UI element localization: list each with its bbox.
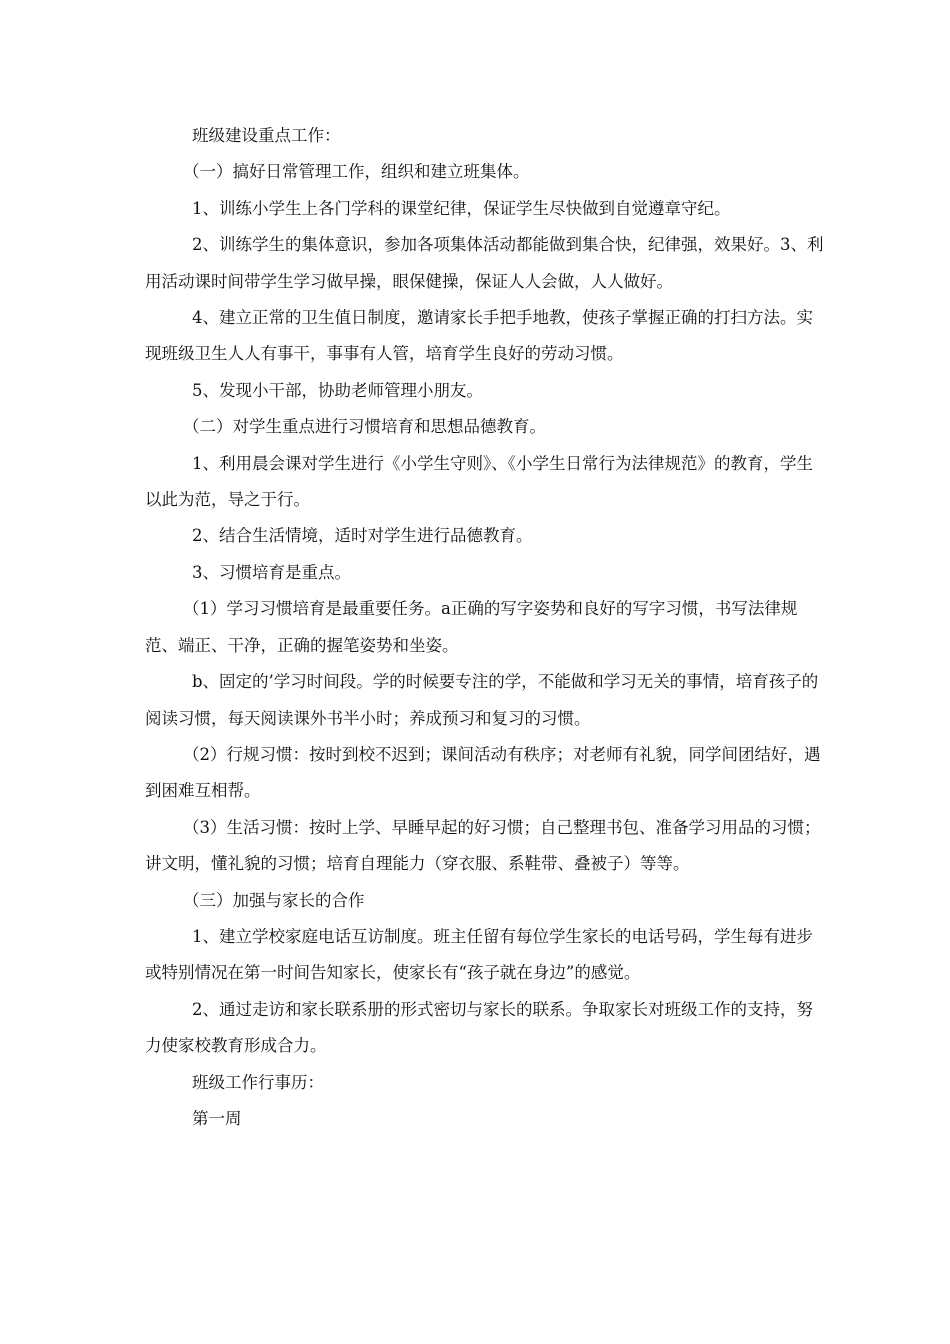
paragraph: （2）行规习惯：按时到校不迟到；课间活动有秩序；对老师有礼貌，同学间团结好，遇到困难互相帮。 bbox=[145, 744, 821, 801]
paragraph: 1、利用晨会课对学生进行《小学生守则》、《小学生日常行为法律规范》的教育，学生以此为范，导之于行。 bbox=[145, 453, 813, 510]
paragraph: b、固定的’学习时间段。学的时候要专注的学，不能做和学习无关的事情，培育孩子的阅读习惯，每天阅读课外书半小时；养成预习和复习的习惯。 bbox=[145, 672, 819, 728]
paragraph-part-one-heading: （一）搞好日常管理工作，组织和建立班集体。 bbox=[183, 162, 530, 182]
paragraph-part-two-heading: （二）对学生重点进行习惯培育和思想品德教育。 bbox=[183, 417, 546, 437]
paragraph-part-three-heading: （三）加强与家长的合作 bbox=[183, 890, 365, 910]
paragraph-week-label: 第一周 bbox=[192, 1108, 242, 1128]
paragraph: （3）生活习惯：按时上学、早睡早起的好习惯；自己整理书包、准备学习用品的习惯；讲文明，懂礼貌的习惯；培育自理能力（穿衣服、系鞋带、叠被子）等等。 bbox=[145, 817, 821, 874]
paragraph-section-heading: 班级建设重点工作： bbox=[192, 126, 341, 145]
paragraph: 1、建立学校家庭电话互访制度。班主任留有每位学生家长的电话号码，学生每有进步或特别情况在第一时间告知家长，使家长有“孩子就在身边”的感觉。 bbox=[145, 926, 813, 983]
paragraph: 3、习惯培育是重点。 bbox=[192, 562, 351, 582]
paragraph: 1、训练小学生上各门学科的课堂纪律，保证学生尽快做到自觉遵章守纪。 bbox=[192, 198, 731, 218]
paragraph: 2、通过走访和家长联系册的形式密切与家长的联系。争取家长对班级工作的支持，努力使家校教育形成合力。 bbox=[145, 999, 813, 1056]
document-body bbox=[145, 118, 825, 1137]
paragraph: 5、发现小干部，协助老师管理小朋友。 bbox=[192, 380, 483, 400]
paragraph-schedule-heading: 班级工作行事历： bbox=[192, 1072, 324, 1092]
paragraph: （1）学习习惯培育是最重要任务。a正确的写字姿势和良好的写字习惯，书写法律规范、端正、干净，正确的握笔姿势和坐姿。 bbox=[145, 599, 798, 655]
paragraph: 2、结合生活情境，适时对学生进行品德教育。 bbox=[192, 526, 533, 546]
paragraph: 4、建立正常的卫生值日制度，邀请家长手把手地教，使孩子掌握正确的打扫方法。实现班级卫生人人有事干，事事有人管，培育学生良好的劳动习惯。 bbox=[145, 308, 813, 364]
paragraph: 2、训练学生的集体意识，参加各项集体活动都能做到集合快，纪律强，效果好。3、利用活动课时间带学生学习做早操，眼保健操，保证人人会做，人人做好。 bbox=[145, 235, 824, 291]
